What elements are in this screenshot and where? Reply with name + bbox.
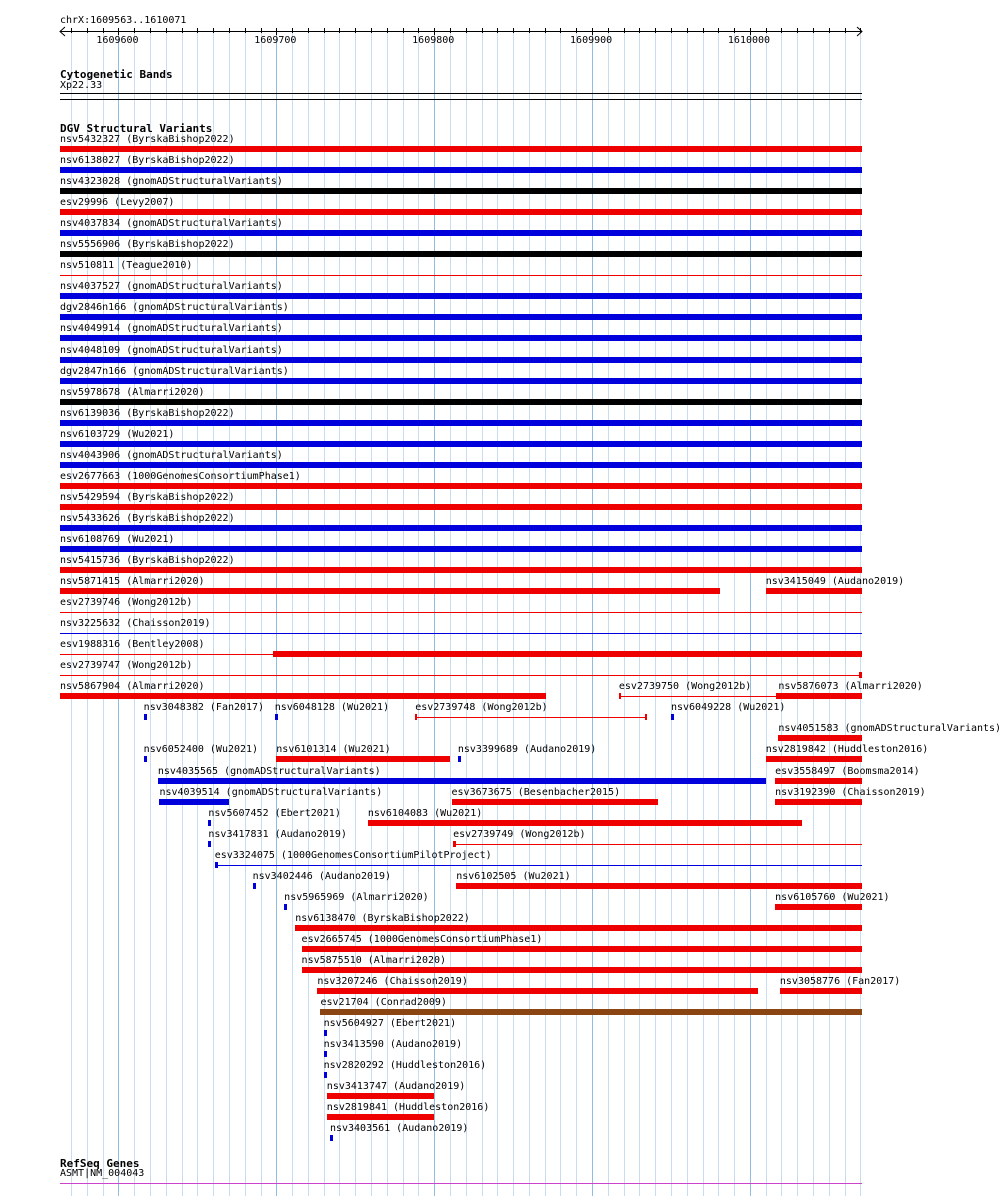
sv-feature-label[interactable]: nsv2820292 (Huddleston2016) [323, 1060, 487, 1072]
sv-feature-label[interactable]: nsv6049228 (Wu2021) [670, 702, 786, 714]
refseq-track-title: RefSeq Genes [60, 1157, 140, 1170]
sv-feature-label[interactable]: nsv6138027 (ByrskaBishop2022) [60, 155, 235, 167]
sv-feature-label[interactable]: nsv4049914 (gnomADStructuralVariants) [60, 323, 283, 335]
sv-feature-label[interactable]: nsv3225632 (Chaisson2019) [60, 618, 211, 630]
sv-feature-label[interactable]: nsv3413747 (Audano2019) [326, 1081, 466, 1093]
sv-feature-label[interactable]: nsv4051583 (gnomADStructuralVariants) [778, 723, 1001, 735]
sv-feature-tick[interactable] [330, 1135, 333, 1141]
sv-feature-tick[interactable] [859, 672, 862, 678]
sv-feature-line[interactable] [60, 275, 862, 276]
sv-feature-bar[interactable] [60, 504, 862, 510]
sv-feature-cap[interactable] [415, 714, 417, 720]
sv-feature-bar[interactable] [276, 756, 450, 762]
sv-feature-bar[interactable] [327, 1114, 434, 1120]
sv-feature-bar[interactable] [60, 314, 862, 320]
sv-feature-label[interactable]: nsv5965969 (Almarri2020) [284, 891, 429, 903]
refseq-gene-line[interactable] [60, 1183, 862, 1184]
sv-feature-label[interactable]: esv3673675 (Besenbacher2015) [451, 786, 621, 798]
sv-feature-bar[interactable] [60, 335, 862, 341]
sv-feature-bar[interactable] [60, 188, 862, 194]
sv-feature-line[interactable] [619, 696, 778, 697]
sv-feature-label[interactable]: esv29996 (Levy2007) [60, 197, 175, 209]
sv-feature-line[interactable] [60, 633, 862, 634]
ruler-tick-label: 1610000 [727, 35, 771, 46]
sv-feature-tick[interactable] [253, 883, 256, 889]
sv-feature-label[interactable]: nsv3403561 (Audano2019) [329, 1123, 469, 1135]
sv-feature-line[interactable] [60, 675, 862, 676]
sv-feature-bar[interactable] [456, 883, 862, 889]
sv-feature-bar[interactable] [60, 567, 862, 573]
sv-feature-label[interactable]: dgv2846n166 (gnomADStructuralVariants) [60, 302, 289, 314]
sv-feature-label[interactable]: esv21704 (Conrad2009) [320, 997, 447, 1009]
sv-feature-label[interactable]: nsv6138470 (ByrskaBishop2022) [295, 912, 470, 924]
sv-feature-label[interactable]: esv2665745 (1000GenomesConsortiumPhase1) [301, 933, 543, 945]
sv-feature-bar[interactable] [60, 420, 862, 426]
sv-feature-bar[interactable] [159, 799, 228, 805]
sv-feature-label[interactable]: nsv5429594 (ByrskaBishop2022) [60, 491, 235, 503]
sv-feature-label[interactable]: nsv3399689 (Audano2019) [457, 744, 597, 756]
sv-feature-bar[interactable] [775, 778, 862, 784]
sv-feature-label[interactable]: nsv3048382 (Fan2017) [143, 702, 265, 714]
sv-feature-label[interactable]: nsv5556906 (ByrskaBishop2022) [60, 239, 235, 251]
ruler-tick-label: 1609600 [96, 35, 139, 46]
sv-feature-label[interactable]: nsv5607452 (Ebert2021) [208, 807, 341, 819]
sv-feature-label[interactable]: nsv3192390 (Chaisson2019) [775, 786, 926, 798]
sv-feature-bar[interactable] [778, 693, 862, 699]
sv-feature-label[interactable]: esv2739746 (Wong2012b) [60, 597, 193, 609]
sv-feature-bar[interactable] [60, 462, 862, 468]
sv-feature-label[interactable]: esv2677663 (1000GenomesConsortiumPhase1) [60, 470, 301, 482]
sv-feature-bar[interactable] [273, 651, 862, 657]
sv-feature-bar[interactable] [60, 399, 862, 405]
sv-feature-bar[interactable] [60, 525, 862, 531]
sv-feature-line[interactable] [415, 717, 647, 718]
sv-feature-cap[interactable] [619, 693, 621, 699]
sv-feature-label[interactable]: nsv6048128 (Wu2021) [274, 702, 390, 714]
sv-feature-bar[interactable] [327, 1093, 434, 1099]
sv-feature-label[interactable]: esv2739748 (Wong2012b) [415, 702, 548, 714]
sv-feature-bar[interactable] [775, 904, 862, 910]
sv-feature-label[interactable]: esv3558497 (Boomsma2014) [775, 765, 920, 777]
sv-feature-bar[interactable] [317, 988, 757, 994]
sv-feature-bar[interactable] [295, 925, 862, 931]
sv-feature-tick[interactable] [144, 756, 147, 762]
sv-feature-tick[interactable] [215, 862, 218, 868]
sv-feature-label[interactable]: nsv5876073 (Almarri2020) [778, 681, 923, 693]
sv-feature-tick[interactable] [453, 841, 456, 847]
sv-feature-bar[interactable] [60, 441, 862, 447]
sv-feature-bar[interactable] [452, 799, 659, 805]
sv-feature-tick[interactable] [324, 1072, 327, 1078]
cytoband-track-title: Cytogenetic Bands [60, 68, 173, 81]
sv-feature-bar[interactable] [60, 251, 862, 257]
sv-feature-bar[interactable] [60, 167, 862, 173]
ruler-tick-label: 1609900 [570, 35, 613, 46]
sv-feature-label[interactable]: nsv6105760 (Wu2021) [775, 891, 890, 903]
sv-feature-bar[interactable] [775, 799, 862, 805]
sv-feature-bar[interactable] [60, 378, 862, 384]
sv-feature-label[interactable]: nsv5978678 (Almarri2020) [60, 386, 205, 398]
sv-feature-bar[interactable] [60, 483, 862, 489]
sv-feature-label[interactable]: nsv4323028 (gnomADStructuralVariants) [60, 176, 283, 188]
sv-feature-tick[interactable] [324, 1051, 327, 1057]
sv-feature-label[interactable]: dgv2847n166 (gnomADStructuralVariants) [60, 365, 289, 377]
sv-feature-label[interactable]: nsv6052400 (Wu2021) [143, 744, 259, 756]
sv-feature-tick[interactable] [208, 841, 211, 847]
sv-feature-label[interactable]: nsv2819841 (Huddleston2016) [326, 1102, 490, 1114]
sv-feature-label[interactable]: nsv5432327 (ByrskaBishop2022) [60, 134, 235, 145]
sv-feature-bar[interactable] [302, 967, 862, 973]
sv-feature-bar[interactable] [766, 588, 862, 594]
refseq-gene-label[interactable]: ASMT|NM_004043 [60, 1168, 145, 1179]
sv-feature-label[interactable]: nsv3413590 (Audano2019) [323, 1039, 463, 1051]
sv-feature-label[interactable]: nsv3058776 (Fan2017) [779, 976, 901, 987]
sv-feature-label[interactable]: nsv2819842 (Huddleston2016) [765, 744, 929, 756]
sv-feature-label[interactable]: nsv4037527 (gnomADStructuralVariants) [60, 281, 283, 293]
sv-feature-tick[interactable] [208, 820, 211, 826]
sv-feature-tick[interactable] [284, 904, 287, 910]
sv-feature-bar[interactable] [60, 357, 862, 363]
sv-feature-bar[interactable] [60, 588, 720, 594]
sv-feature-line[interactable] [215, 865, 862, 866]
sv-feature-bar[interactable] [302, 946, 862, 952]
sv-feature-bar[interactable] [368, 820, 802, 826]
sv-feature-line[interactable] [60, 612, 862, 613]
sv-feature-tick[interactable] [458, 756, 461, 762]
sv-feature-label[interactable]: nsv4035565 (gnomADStructuralVariants) [157, 765, 381, 777]
ruler-tick-label: 1609700 [254, 35, 297, 46]
sv-feature-label[interactable]: nsv6103729 (Wu2021) [60, 428, 175, 440]
sv-feature-label[interactable]: nsv3402446 (Audano2019) [252, 870, 392, 882]
sv-feature-bar[interactable] [780, 988, 862, 994]
sv-feature-bar[interactable] [320, 1009, 862, 1015]
sv-feature-label[interactable]: esv3324075 (1000GenomesConsortiumPilotProject) [214, 849, 492, 861]
sv-feature-tick[interactable] [671, 714, 674, 720]
sv-feature-label[interactable]: nsv4039514 (gnomADStructuralVariants) [159, 786, 383, 798]
region-label: chrX:1609563..1610071 [60, 15, 187, 26]
sv-feature-label[interactable]: esv2739750 (Wong2012b) [618, 681, 752, 693]
sv-feature-label[interactable]: nsv4048109 (gnomADStructuralVariants) [60, 344, 283, 356]
sv-feature-label[interactable]: nsv5415736 (ByrskaBishop2022) [60, 555, 235, 566]
sv-feature-bar[interactable] [60, 230, 862, 236]
sv-feature-label[interactable]: nsv3417831 (Audano2019) [208, 828, 347, 840]
sv-feature-bar[interactable] [60, 693, 546, 699]
dgv-track-title: DGV Structural Variants [60, 122, 213, 135]
sv-feature-tick[interactable] [275, 714, 278, 720]
sv-feature-label[interactable]: nsv6108769 (Wu2021) [60, 533, 175, 545]
sv-feature-bar[interactable] [60, 209, 862, 215]
sv-feature-bar[interactable] [60, 546, 862, 552]
sv-feature-label[interactable]: nsv5433626 (ByrskaBishop2022) [60, 512, 235, 524]
sv-feature-label[interactable]: nsv3415049 (Audano2019) [765, 576, 905, 588]
sv-feature-label[interactable]: nsv6104083 (Wu2021) [367, 807, 483, 819]
sv-feature-label[interactable]: nsv6102505 (Wu2021) [456, 870, 571, 882]
ruler-tick-label: 1609800 [412, 35, 455, 46]
sv-feature-label[interactable]: nsv6101314 (Wu2021) [276, 744, 391, 756]
sv-feature-tick[interactable] [144, 714, 147, 720]
sv-feature-label[interactable]: esv2739747 (Wong2012b) [60, 660, 193, 672]
sv-feature-label[interactable]: esv1988316 (Bentley2008) [60, 639, 205, 651]
sv-feature-tick[interactable] [324, 1030, 327, 1036]
sv-feature-bar[interactable] [778, 735, 862, 741]
sv-feature-label[interactable]: nsv510811 (Teague2010) [60, 260, 193, 272]
sv-feature-bar[interactable] [766, 756, 862, 762]
sv-feature-label[interactable]: nsv5875510 (Almarri2020) [301, 954, 447, 966]
cytoband-bar-bottom [60, 99, 862, 100]
cytoband-label[interactable]: Xp22.33 [60, 80, 103, 91]
sv-feature-label[interactable]: nsv5871415 (Almarri2020) [60, 576, 205, 588]
sv-feature-line[interactable] [453, 844, 862, 845]
sv-feature-label[interactable]: nsv4037834 (gnomADStructuralVariants) [60, 218, 283, 230]
sv-feature-bar[interactable] [158, 778, 766, 784]
sv-feature-label[interactable]: nsv5604927 (Ebert2021) [323, 1018, 457, 1030]
sv-feature-bar[interactable] [60, 146, 862, 152]
sv-feature-label[interactable]: nsv3207246 (Chaisson2019) [317, 976, 468, 987]
sv-feature-label[interactable]: nsv6139036 (ByrskaBishop2022) [60, 407, 235, 419]
cytoband-bar-top [60, 93, 862, 94]
sv-feature-label[interactable]: nsv5867904 (Almarri2020) [60, 681, 205, 693]
sv-feature-cap[interactable] [645, 714, 647, 720]
sv-feature-label[interactable]: nsv4043906 (gnomADStructuralVariants) [60, 449, 283, 461]
sv-feature-label[interactable]: esv2739749 (Wong2012b) [453, 828, 586, 840]
sv-feature-bar[interactable] [60, 293, 862, 299]
